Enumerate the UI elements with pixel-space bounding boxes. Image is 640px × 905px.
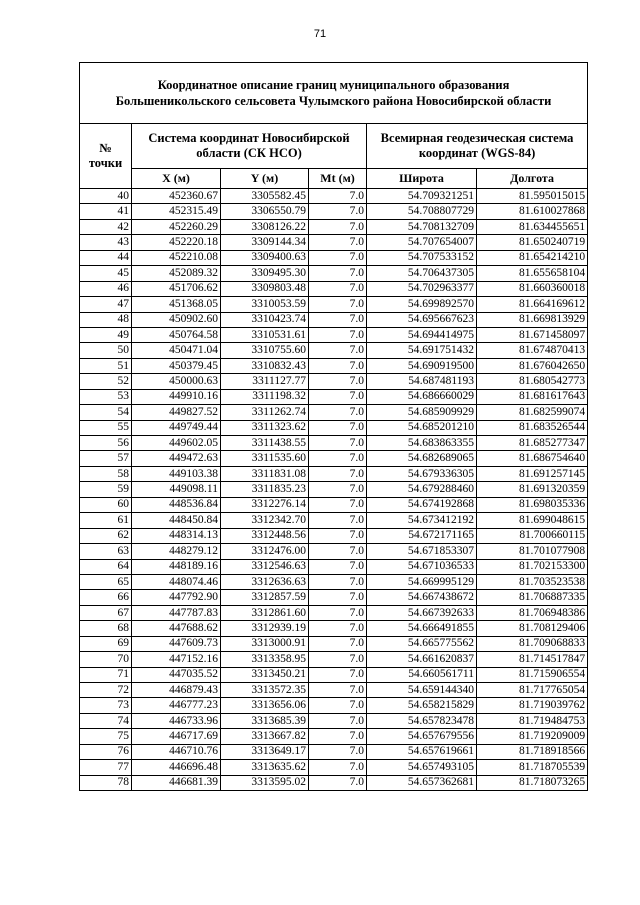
- table-row: [80, 574, 588, 589]
- latitude-cell: 54.708807729: [367, 204, 477, 219]
- latitude-cell: 54.658215829: [367, 698, 477, 713]
- point-number-cell: 44: [80, 250, 132, 265]
- latitude-cell: 54.667392633: [367, 605, 477, 620]
- x-cell: 447787.83: [132, 605, 221, 620]
- y-cell: 3309803.48: [221, 281, 309, 296]
- latitude-cell: 54.691751432: [367, 343, 477, 358]
- longitude-cell: 81.681617643: [477, 389, 588, 404]
- point-number-cell: 55: [80, 420, 132, 435]
- latitude-cell: 54.695667623: [367, 312, 477, 327]
- x-cell: 447609.73: [132, 636, 221, 651]
- mt-cell: 7.0: [309, 667, 367, 682]
- longitude-cell: 81.671458097: [477, 327, 588, 342]
- mt-cell: 7.0: [309, 312, 367, 327]
- table-title: [80, 63, 588, 124]
- point-number-cell: 45: [80, 266, 132, 281]
- x-cell: 452089.32: [132, 266, 221, 281]
- mt-cell: 7.0: [309, 466, 367, 481]
- header-system-nso: Система координат Новосибирской области (СК НСО): [132, 124, 367, 169]
- table-row: [80, 358, 588, 373]
- longitude-cell: 81.719039762: [477, 698, 588, 713]
- latitude-cell: 54.657493105: [367, 760, 477, 775]
- table-row: [80, 729, 588, 744]
- y-cell: 3312857.59: [221, 590, 309, 605]
- point-number-cell: 73: [80, 698, 132, 713]
- point-number-cell: 59: [80, 482, 132, 497]
- x-cell: 450902.60: [132, 312, 221, 327]
- y-cell: 3311262.74: [221, 405, 309, 420]
- longitude-cell: 81.664169612: [477, 297, 588, 312]
- table-row: [80, 590, 588, 605]
- longitude-cell: 81.708129406: [477, 621, 588, 636]
- table-row: [80, 636, 588, 651]
- mt-cell: 7.0: [309, 621, 367, 636]
- y-cell: 3311127.77: [221, 374, 309, 389]
- point-number-cell: 74: [80, 713, 132, 728]
- x-cell: 446777.23: [132, 698, 221, 713]
- longitude-cell: 81.669813929: [477, 312, 588, 327]
- header-mt: Mt (м): [309, 169, 367, 189]
- point-number-cell: 54: [80, 405, 132, 420]
- point-number-cell: 53: [80, 389, 132, 404]
- y-cell: 3309400.63: [221, 250, 309, 265]
- x-cell: 447688.62: [132, 621, 221, 636]
- point-number-cell: 51: [80, 358, 132, 373]
- mt-cell: 7.0: [309, 683, 367, 698]
- latitude-cell: 54.687481193: [367, 374, 477, 389]
- y-cell: 3312546.63: [221, 559, 309, 574]
- latitude-cell: 54.657679556: [367, 729, 477, 744]
- y-cell: 3313656.06: [221, 698, 309, 713]
- x-cell: 447035.52: [132, 667, 221, 682]
- longitude-cell: 81.706948386: [477, 605, 588, 620]
- header-system-wgs84: Всемирная геодезическая система координат (WGS-84): [367, 124, 588, 169]
- mt-cell: 7.0: [309, 590, 367, 605]
- latitude-cell: 54.672171165: [367, 528, 477, 543]
- table-row: [80, 405, 588, 420]
- longitude-cell: 81.718073265: [477, 775, 588, 790]
- y-cell: 3310423.74: [221, 312, 309, 327]
- y-cell: 3312342.70: [221, 513, 309, 528]
- longitude-cell: 81.691257145: [477, 466, 588, 481]
- point-number-cell: 41: [80, 204, 132, 219]
- header-point-number-symbol: №: [99, 141, 112, 155]
- y-cell: 3311535.60: [221, 451, 309, 466]
- table-row: [80, 204, 588, 219]
- x-cell: 450764.58: [132, 327, 221, 342]
- point-number-cell: 77: [80, 760, 132, 775]
- y-cell: 3305582.45: [221, 189, 309, 204]
- x-cell: 450000.63: [132, 374, 221, 389]
- point-number-cell: 63: [80, 544, 132, 559]
- x-cell: 449827.52: [132, 405, 221, 420]
- header-x: X (м): [132, 169, 221, 189]
- longitude-cell: 81.714517847: [477, 652, 588, 667]
- longitude-cell: 81.717765054: [477, 683, 588, 698]
- y-cell: 3311438.55: [221, 436, 309, 451]
- table-row: [80, 605, 588, 620]
- table-row: [80, 466, 588, 481]
- x-cell: 448279.12: [132, 544, 221, 559]
- latitude-cell: 54.685201210: [367, 420, 477, 435]
- latitude-cell: 54.669995129: [367, 574, 477, 589]
- mt-cell: 7.0: [309, 327, 367, 342]
- x-cell: 449602.05: [132, 436, 221, 451]
- x-cell: 452220.18: [132, 235, 221, 250]
- table-row: [80, 482, 588, 497]
- longitude-cell: 81.685277347: [477, 436, 588, 451]
- x-cell: 446696.48: [132, 760, 221, 775]
- latitude-cell: 54.665775562: [367, 636, 477, 651]
- longitude-cell: 81.682599074: [477, 405, 588, 420]
- longitude-cell: 81.698035336: [477, 497, 588, 512]
- longitude-cell: 81.702153300: [477, 559, 588, 574]
- y-cell: 3311831.08: [221, 466, 309, 481]
- x-cell: 451706.62: [132, 281, 221, 296]
- y-cell: 3313649.17: [221, 744, 309, 759]
- mt-cell: 7.0: [309, 729, 367, 744]
- table-row: [80, 698, 588, 713]
- mt-cell: 7.0: [309, 775, 367, 790]
- table-row: [80, 497, 588, 512]
- latitude-cell: 54.707654007: [367, 235, 477, 250]
- x-cell: 449472.63: [132, 451, 221, 466]
- mt-cell: 7.0: [309, 297, 367, 312]
- point-number-cell: 46: [80, 281, 132, 296]
- mt-cell: 7.0: [309, 451, 367, 466]
- latitude-cell: 54.690919500: [367, 358, 477, 373]
- y-cell: 3311835.23: [221, 482, 309, 497]
- y-cell: 3310053.59: [221, 297, 309, 312]
- table-row: [80, 343, 588, 358]
- x-cell: 446710.76: [132, 744, 221, 759]
- x-cell: 452260.29: [132, 219, 221, 234]
- table-row: [80, 266, 588, 281]
- mt-cell: 7.0: [309, 358, 367, 373]
- y-cell: 3311198.32: [221, 389, 309, 404]
- latitude-cell: 54.707533152: [367, 250, 477, 265]
- latitude-cell: 54.667438672: [367, 590, 477, 605]
- x-cell: 448450.84: [132, 513, 221, 528]
- latitude-cell: 54.694414975: [367, 327, 477, 342]
- point-number-cell: 57: [80, 451, 132, 466]
- point-number-cell: 66: [80, 590, 132, 605]
- y-cell: 3313595.02: [221, 775, 309, 790]
- latitude-cell: 54.682689065: [367, 451, 477, 466]
- longitude-cell: 81.715906554: [477, 667, 588, 682]
- table-body: [80, 189, 588, 791]
- y-cell: 3309144.34: [221, 235, 309, 250]
- y-cell: 3313685.39: [221, 713, 309, 728]
- x-cell: 446879.43: [132, 683, 221, 698]
- mt-cell: 7.0: [309, 405, 367, 420]
- table-title-line2: Большеникольского сельсовета Чулымского района Новосибирской области: [115, 94, 552, 108]
- longitude-cell: 81.718705539: [477, 760, 588, 775]
- point-number-cell: 78: [80, 775, 132, 790]
- table-row: [80, 327, 588, 342]
- mt-cell: 7.0: [309, 219, 367, 234]
- longitude-cell: 81.703523538: [477, 574, 588, 589]
- mt-cell: 7.0: [309, 528, 367, 543]
- table-title-line1: Координатное описание границ муниципального образования: [157, 78, 510, 92]
- point-number-cell: 40: [80, 189, 132, 204]
- x-cell: 452210.08: [132, 250, 221, 265]
- y-cell: 3310832.43: [221, 358, 309, 373]
- x-cell: 448189.16: [132, 559, 221, 574]
- x-cell: 450379.45: [132, 358, 221, 373]
- latitude-cell: 54.699892570: [367, 297, 477, 312]
- point-number-cell: 71: [80, 667, 132, 682]
- longitude-cell: 81.680542773: [477, 374, 588, 389]
- mt-cell: 7.0: [309, 713, 367, 728]
- latitude-cell: 54.679288460: [367, 482, 477, 497]
- table-row: [80, 436, 588, 451]
- y-cell: 3311323.62: [221, 420, 309, 435]
- x-cell: 452315.49: [132, 204, 221, 219]
- mt-cell: 7.0: [309, 574, 367, 589]
- longitude-cell: 81.655658104: [477, 266, 588, 281]
- y-cell: 3313572.35: [221, 683, 309, 698]
- header-point-number-label: точки: [88, 156, 123, 170]
- y-cell: 3313000.91: [221, 636, 309, 651]
- x-cell: 447152.16: [132, 652, 221, 667]
- point-number-cell: 42: [80, 219, 132, 234]
- table-row: [80, 775, 588, 790]
- table-row: [80, 744, 588, 759]
- y-cell: 3312276.14: [221, 497, 309, 512]
- longitude-cell: 81.610027868: [477, 204, 588, 219]
- y-cell: 3313450.21: [221, 667, 309, 682]
- y-cell: 3313635.62: [221, 760, 309, 775]
- longitude-cell: 81.686754640: [477, 451, 588, 466]
- table-row: [80, 713, 588, 728]
- table-row: [80, 513, 588, 528]
- table-row: [80, 760, 588, 775]
- longitude-cell: 81.699048615: [477, 513, 588, 528]
- table-row: [80, 652, 588, 667]
- x-cell: 449910.16: [132, 389, 221, 404]
- point-number-cell: 67: [80, 605, 132, 620]
- mt-cell: 7.0: [309, 189, 367, 204]
- latitude-cell: 54.666491855: [367, 621, 477, 636]
- mt-cell: 7.0: [309, 559, 367, 574]
- y-cell: 3312636.63: [221, 574, 309, 589]
- latitude-cell: 54.706437305: [367, 266, 477, 281]
- y-cell: 3313667.82: [221, 729, 309, 744]
- latitude-cell: 54.709321251: [367, 189, 477, 204]
- mt-cell: 7.0: [309, 636, 367, 651]
- table-row: [80, 219, 588, 234]
- mt-cell: 7.0: [309, 605, 367, 620]
- latitude-cell: 54.657362681: [367, 775, 477, 790]
- x-cell: 448536.84: [132, 497, 221, 512]
- latitude-cell: 54.657619661: [367, 744, 477, 759]
- latitude-cell: 54.671036533: [367, 559, 477, 574]
- latitude-cell: 54.661620837: [367, 652, 477, 667]
- header-latitude: Широта: [367, 169, 477, 189]
- latitude-cell: 54.657823478: [367, 713, 477, 728]
- coordinates-table: [79, 62, 588, 791]
- point-number-cell: 68: [80, 621, 132, 636]
- table-row: [80, 544, 588, 559]
- y-cell: 3313358.95: [221, 652, 309, 667]
- point-number-cell: 64: [80, 559, 132, 574]
- page-number: 71: [313, 28, 327, 40]
- latitude-cell: 54.673412192: [367, 513, 477, 528]
- mt-cell: 7.0: [309, 482, 367, 497]
- x-cell: 448074.46: [132, 574, 221, 589]
- latitude-cell: 54.702963377: [367, 281, 477, 296]
- mt-cell: 7.0: [309, 343, 367, 358]
- x-cell: 448314.13: [132, 528, 221, 543]
- x-cell: 449098.11: [132, 482, 221, 497]
- longitude-cell: 81.719209009: [477, 729, 588, 744]
- longitude-cell: 81.701077908: [477, 544, 588, 559]
- longitude-cell: 81.700660115: [477, 528, 588, 543]
- mt-cell: 7.0: [309, 513, 367, 528]
- point-number-cell: 58: [80, 466, 132, 481]
- y-cell: 3309495.30: [221, 266, 309, 281]
- point-number-cell: 62: [80, 528, 132, 543]
- longitude-cell: 81.719484753: [477, 713, 588, 728]
- y-cell: 3312861.60: [221, 605, 309, 620]
- mt-cell: 7.0: [309, 250, 367, 265]
- longitude-cell: 81.660360018: [477, 281, 588, 296]
- table-row: [80, 420, 588, 435]
- y-cell: 3308126.22: [221, 219, 309, 234]
- table-row: [80, 235, 588, 250]
- mt-cell: 7.0: [309, 744, 367, 759]
- x-cell: 450471.04: [132, 343, 221, 358]
- longitude-cell: 81.676042650: [477, 358, 588, 373]
- table-row: [80, 374, 588, 389]
- longitude-cell: 81.706887335: [477, 590, 588, 605]
- table-row: [80, 312, 588, 327]
- longitude-cell: 81.650240719: [477, 235, 588, 250]
- mt-cell: 7.0: [309, 266, 367, 281]
- point-number-cell: 47: [80, 297, 132, 312]
- table-row: [80, 667, 588, 682]
- latitude-cell: 54.659144340: [367, 683, 477, 698]
- latitude-cell: 54.685909929: [367, 405, 477, 420]
- longitude-cell: 81.654214210: [477, 250, 588, 265]
- latitude-cell: 54.674192868: [367, 497, 477, 512]
- mt-cell: 7.0: [309, 420, 367, 435]
- mt-cell: 7.0: [309, 374, 367, 389]
- latitude-cell: 54.708132709: [367, 219, 477, 234]
- mt-cell: 7.0: [309, 281, 367, 296]
- point-number-cell: 70: [80, 652, 132, 667]
- point-number-cell: 65: [80, 574, 132, 589]
- mt-cell: 7.0: [309, 497, 367, 512]
- longitude-cell: 81.674870413: [477, 343, 588, 358]
- x-cell: 446717.69: [132, 729, 221, 744]
- x-cell: 446681.39: [132, 775, 221, 790]
- mt-cell: 7.0: [309, 652, 367, 667]
- y-cell: 3312448.56: [221, 528, 309, 543]
- mt-cell: 7.0: [309, 436, 367, 451]
- mt-cell: 7.0: [309, 698, 367, 713]
- latitude-cell: 54.671853307: [367, 544, 477, 559]
- point-number-cell: 75: [80, 729, 132, 744]
- point-number-cell: 56: [80, 436, 132, 451]
- y-cell: 3310755.60: [221, 343, 309, 358]
- table-row: [80, 189, 588, 204]
- point-number-cell: 43: [80, 235, 132, 250]
- x-cell: 451368.05: [132, 297, 221, 312]
- table-row: [80, 297, 588, 312]
- latitude-cell: 54.686660029: [367, 389, 477, 404]
- table-row: [80, 389, 588, 404]
- mt-cell: 7.0: [309, 760, 367, 775]
- table-row: [80, 451, 588, 466]
- longitude-cell: 81.595015015: [477, 189, 588, 204]
- longitude-cell: 81.718918566: [477, 744, 588, 759]
- x-cell: 447792.90: [132, 590, 221, 605]
- point-number-cell: 72: [80, 683, 132, 698]
- longitude-cell: 81.683526544: [477, 420, 588, 435]
- mt-cell: 7.0: [309, 235, 367, 250]
- longitude-cell: 81.634455651: [477, 219, 588, 234]
- header-point-number: [80, 124, 132, 189]
- header-longitude: Долгота: [477, 169, 588, 189]
- latitude-cell: 54.683863355: [367, 436, 477, 451]
- y-cell: 3310531.61: [221, 327, 309, 342]
- point-number-cell: 49: [80, 327, 132, 342]
- x-cell: 449103.38: [132, 466, 221, 481]
- x-cell: 446733.96: [132, 713, 221, 728]
- x-cell: 449749.44: [132, 420, 221, 435]
- table-row: [80, 250, 588, 265]
- y-cell: 3312939.19: [221, 621, 309, 636]
- point-number-cell: 48: [80, 312, 132, 327]
- point-number-cell: 69: [80, 636, 132, 651]
- mt-cell: 7.0: [309, 544, 367, 559]
- point-number-cell: 60: [80, 497, 132, 512]
- table-row: [80, 281, 588, 296]
- latitude-cell: 54.679336305: [367, 466, 477, 481]
- header-y: Y (м): [221, 169, 309, 189]
- mt-cell: 7.0: [309, 389, 367, 404]
- x-cell: 452360.67: [132, 189, 221, 204]
- point-number-cell: 52: [80, 374, 132, 389]
- table-row: [80, 621, 588, 636]
- y-cell: 3312476.00: [221, 544, 309, 559]
- mt-cell: 7.0: [309, 204, 367, 219]
- y-cell: 3306550.79: [221, 204, 309, 219]
- table-row: [80, 559, 588, 574]
- point-number-cell: 76: [80, 744, 132, 759]
- table-row: [80, 528, 588, 543]
- table-row: [80, 683, 588, 698]
- longitude-cell: 81.691320359: [477, 482, 588, 497]
- point-number-cell: 61: [80, 513, 132, 528]
- longitude-cell: 81.709068833: [477, 636, 588, 651]
- point-number-cell: 50: [80, 343, 132, 358]
- latitude-cell: 54.660561711: [367, 667, 477, 682]
